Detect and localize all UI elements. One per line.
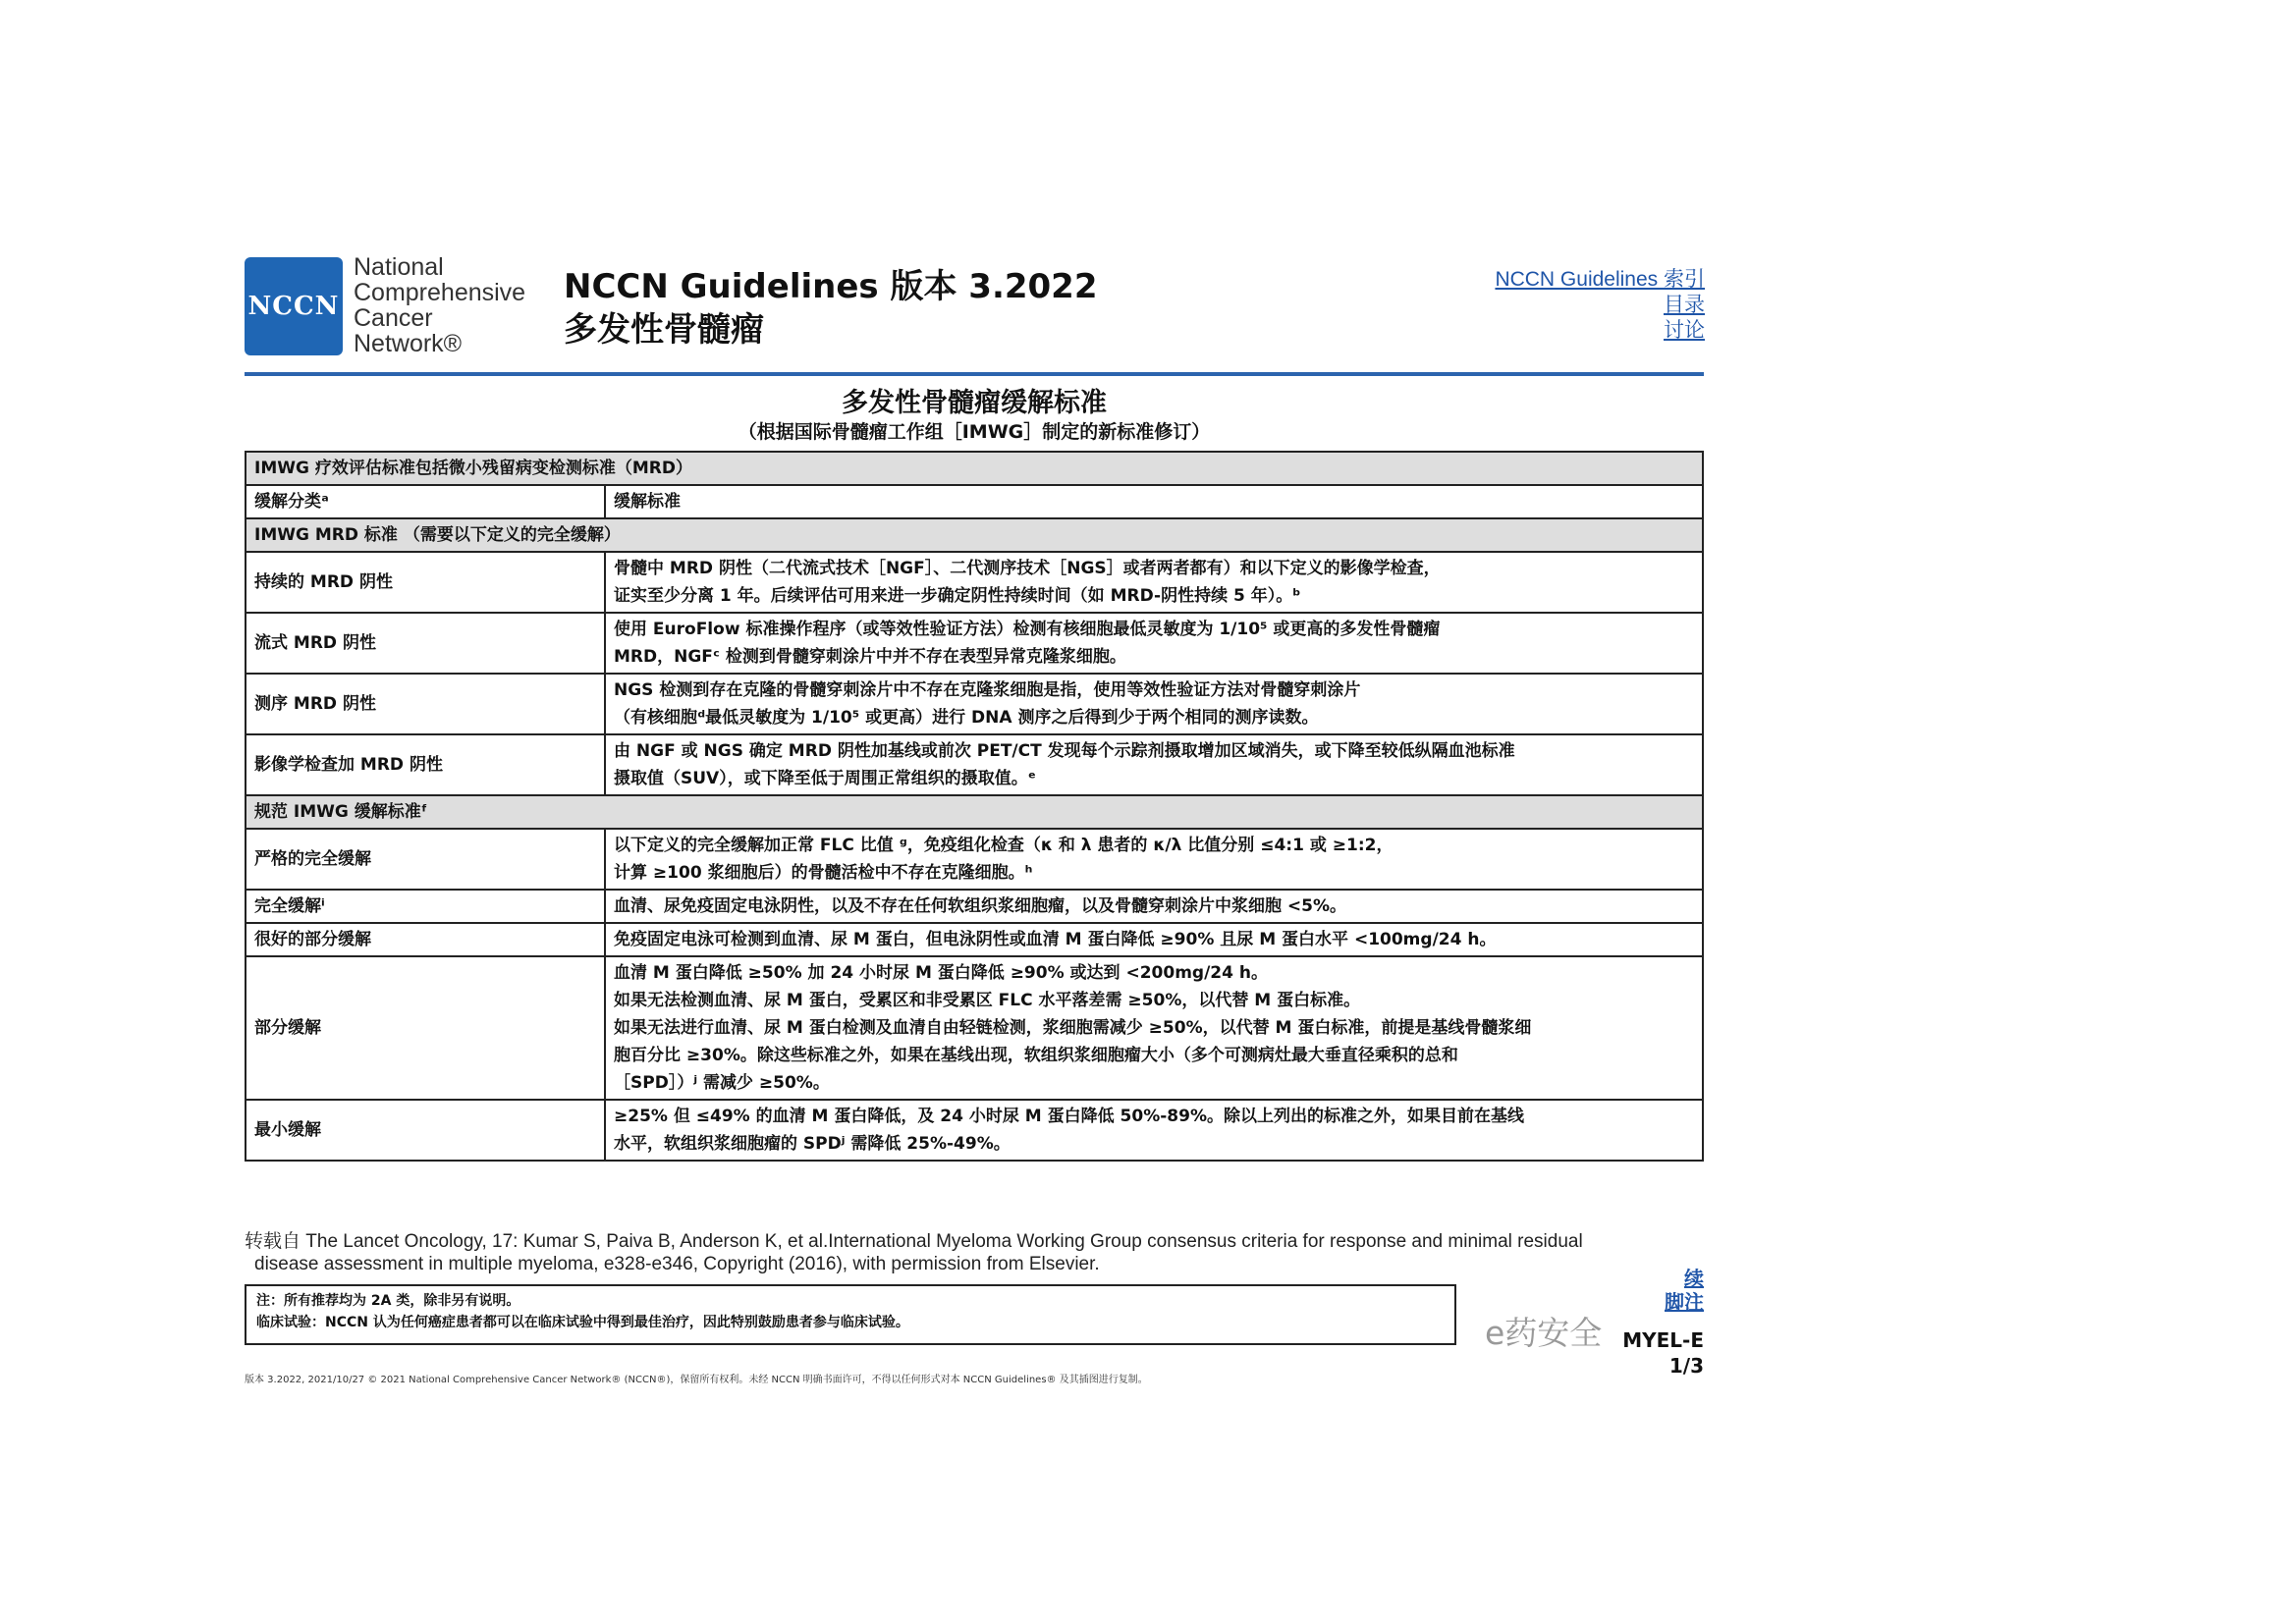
category-cell: 持续的 MRD 阴性 <box>246 552 605 613</box>
col-header-category: 缓解分类ᵃ <box>246 485 605 518</box>
table-row <box>246 890 1703 923</box>
header-links <box>1495 267 1705 344</box>
criteria-line: 证实至少分离 1 年。后续评估可用来进一步确定阴性持续时间（如 MRD-阴性持续 5 年）。ᵇ <box>614 586 1301 606</box>
criteria-cell <box>605 613 1703 674</box>
group-header-row <box>246 795 1703 829</box>
document-title <box>564 265 1098 352</box>
criteria-line: ［SPD］）ʲ 需减少 ≥50%。 <box>614 1073 830 1093</box>
org-line: Cancer <box>354 304 433 332</box>
discussion-link[interactable]: 讨论 <box>1664 319 1705 342</box>
note-line: 注：所有推荐均为 2A 类，除非另有说明。 <box>256 1293 520 1309</box>
table-row <box>246 829 1703 890</box>
table-of-contents-link[interactable]: 目录 <box>1664 294 1705 316</box>
org-line: Network® <box>354 330 463 357</box>
criteria-line: 免疫固定电泳可检测到血清、尿 M 蛋白，但电泳阴性或血清 M 蛋白降低 ≥90% 且尿 M 蛋白水平 <100mg/24 h。 <box>614 930 1497 949</box>
response-criteria-table <box>245 451 1704 1162</box>
criteria-line: （有核细胞ᵈ最低灵敏度为 1/10⁵ 或更高）进行 DNA 测序之后得到少于两个相同的测序读数。 <box>614 708 1319 728</box>
category-cell: 很好的部分缓解 <box>246 923 605 956</box>
criteria-cell <box>605 674 1703 734</box>
table-caption: IMWG 疗效评估标准包括微小残留病变检测标准（MRD） <box>246 452 1703 485</box>
criteria-line: 胞百分比 ≥30%。除这些标准之外，如果在基线出现，软组织浆细胞瘤大小（多个可测病灶最大垂直径乘积的总和 <box>614 1046 1458 1065</box>
wechat-watermark: e药安全 <box>1485 1314 1603 1352</box>
criteria-line: NGS 检测到存在克隆的骨髓穿刺涂片中不存在克隆浆细胞是指，使用等效性验证方法对骨髓穿刺涂片 <box>614 680 1361 700</box>
criteria-cell <box>605 829 1703 890</box>
disease-name: 多发性骨髓瘤 <box>564 310 764 350</box>
criteria-cell <box>605 734 1703 795</box>
citation-line: disease assessment in multiple myeloma, e328-e346, Copyright (2016), with permission from Elsevier. <box>254 1254 1100 1274</box>
criteria-line: 如果无法进行血清、尿 M 蛋白检测及血清自由轻链检测，浆细胞需减少 ≥50%，以代替 M 蛋白标准，前提是基线骨髓浆细 <box>614 1018 1532 1038</box>
criteria-cell <box>605 890 1703 923</box>
col-header-criteria: 缓解标准 <box>605 485 1703 518</box>
notes-box <box>245 1284 1456 1345</box>
note-line: 临床试验：NCCN 认为任何癌症患者都可以在临床试验中得到最佳治疗，因此特别鼓励患者参与临床试验。 <box>256 1315 909 1330</box>
category-cell: 部分缓解 <box>246 956 605 1100</box>
criteria-line: 摄取值（SUV），或下降至低于周围正常组织的摄取值。ᵉ <box>614 769 1036 788</box>
criteria-line: 由 NGF 或 NGS 确定 MRD 阴性加基线或前次 PET/CT 发现每个示踪剂摄取增加区域消失，或下降至较低纵隔血池标准 <box>614 741 1515 761</box>
table-row <box>246 923 1703 956</box>
criteria-cell <box>605 552 1703 613</box>
side-links <box>1665 1267 1704 1314</box>
criteria-line: 如果无法检测血清、尿 M 蛋白，受累区和非受累区 FLC 水平落差需 ≥50%，以代替 M 蛋白标准。 <box>614 991 1361 1010</box>
criteria-line: 计算 ≥100 浆细胞后）的骨髓活检中不存在克隆细胞。ʰ <box>614 863 1033 883</box>
category-cell: 流式 MRD 阴性 <box>246 613 605 674</box>
category-cell: 严格的完全缓解 <box>246 829 605 890</box>
table-row <box>246 613 1703 674</box>
table-row <box>246 552 1703 613</box>
copyright-footer: 版本 3.2022, 2021/10/27 © 2021 National Comprehensive Cancer Network® (NCCN®)，保留所有权利。未经 NCCN 明确书面许可，不得以任何形式对本 NCCN Guidelines® 及其插图进行复制。 <box>245 1375 1148 1385</box>
criteria-line: 骨髓中 MRD 阴性（二代流式技术［NGF］、二代测序技术［NGS］或者两者都有）和以下定义的影像学检查， <box>614 559 1441 578</box>
category-cell: 影像学检查加 MRD 阴性 <box>246 734 605 795</box>
footnotes-link[interactable]: 脚注 <box>1665 1290 1704 1314</box>
criteria-line: ≥25% 但 ≤49% 的血清 M 蛋白降低，及 24 小时尿 M 蛋白降低 50%-89%。除以上列出的标准之外，如果目前在基线 <box>614 1107 1524 1126</box>
guideline-version: NCCN Guidelines 版本 3.2022 <box>564 267 1098 306</box>
table-row <box>246 674 1703 734</box>
section-subtitle: （根据国际骨髓瘤工作组［IMWG］制定的新标准修订） <box>738 421 1211 443</box>
continue-link[interactable]: 续 <box>1684 1267 1704 1290</box>
header-divider <box>245 372 1704 376</box>
table-row <box>246 734 1703 795</box>
page-code <box>1622 1327 1704 1379</box>
criteria-line: 使用 EuroFlow 标准操作程序（或等效性验证方法）检测有核细胞最低灵敏度为 1/10⁵ 或更高的多发性骨髓瘤 <box>614 620 1441 639</box>
guidelines-index-link[interactable]: NCCN Guidelines 索引 <box>1495 268 1705 291</box>
organization-name <box>354 254 525 356</box>
criteria-line: 血清 M 蛋白降低 ≥50% 加 24 小时尿 M 蛋白降低 ≥90% 或达到 <200mg/24 h。 <box>614 963 1268 983</box>
category-cell: 测序 MRD 阴性 <box>246 674 605 734</box>
group-title: 规范 IMWG 缓解标准ᶠ <box>246 795 1703 829</box>
citation <box>245 1230 1718 1275</box>
criteria-line: 血清、尿免疫固定电泳阴性，以及不存在任何软组织浆细胞瘤，以及骨髓穿刺涂片中浆细胞 <5%。 <box>614 896 1347 916</box>
category-cell: 完全缓解ⁱ <box>246 890 605 923</box>
page-number: 1/3 <box>1668 1354 1704 1378</box>
nccn-logo: NCCN <box>245 257 343 355</box>
section-code: MYEL-E <box>1622 1328 1704 1352</box>
org-line: Comprehensive <box>354 279 526 306</box>
table-header-row <box>246 452 1703 485</box>
criteria-cell <box>605 956 1703 1100</box>
column-header-row <box>246 485 1703 518</box>
section-title: 多发性骨髓瘤缓解标准 <box>842 388 1107 418</box>
group-header-row <box>246 518 1703 552</box>
table-row <box>246 956 1703 1100</box>
criteria-line: MRD，NGFᶜ 检测到骨髓穿刺涂片中并不存在表型异常克隆浆细胞。 <box>614 647 1126 667</box>
citation-line: 转载自 The Lancet Oncology, 17: Kumar S, Paiva B, Anderson K, et al.International Myeloma Working Group consensus criteria for response and minimal residual <box>245 1231 1583 1252</box>
criteria-cell <box>605 1100 1703 1161</box>
table-row <box>246 1100 1703 1161</box>
group-title: IMWG MRD 标准 （需要以下定义的完全缓解） <box>246 518 1703 552</box>
criteria-cell <box>605 923 1703 956</box>
criteria-line: 以下定义的完全缓解加正常 FLC 比值 ᵍ，免疫组化检查（κ 和 λ 患者的 κ/λ 比值分别 ≤4:1 或 ≥1:2， <box>614 836 1394 855</box>
category-cell: 最小缓解 <box>246 1100 605 1161</box>
org-line: National <box>354 253 444 281</box>
criteria-line: 水平，软组织浆细胞瘤的 SPDʲ 需降低 25%-49%。 <box>614 1134 1011 1154</box>
